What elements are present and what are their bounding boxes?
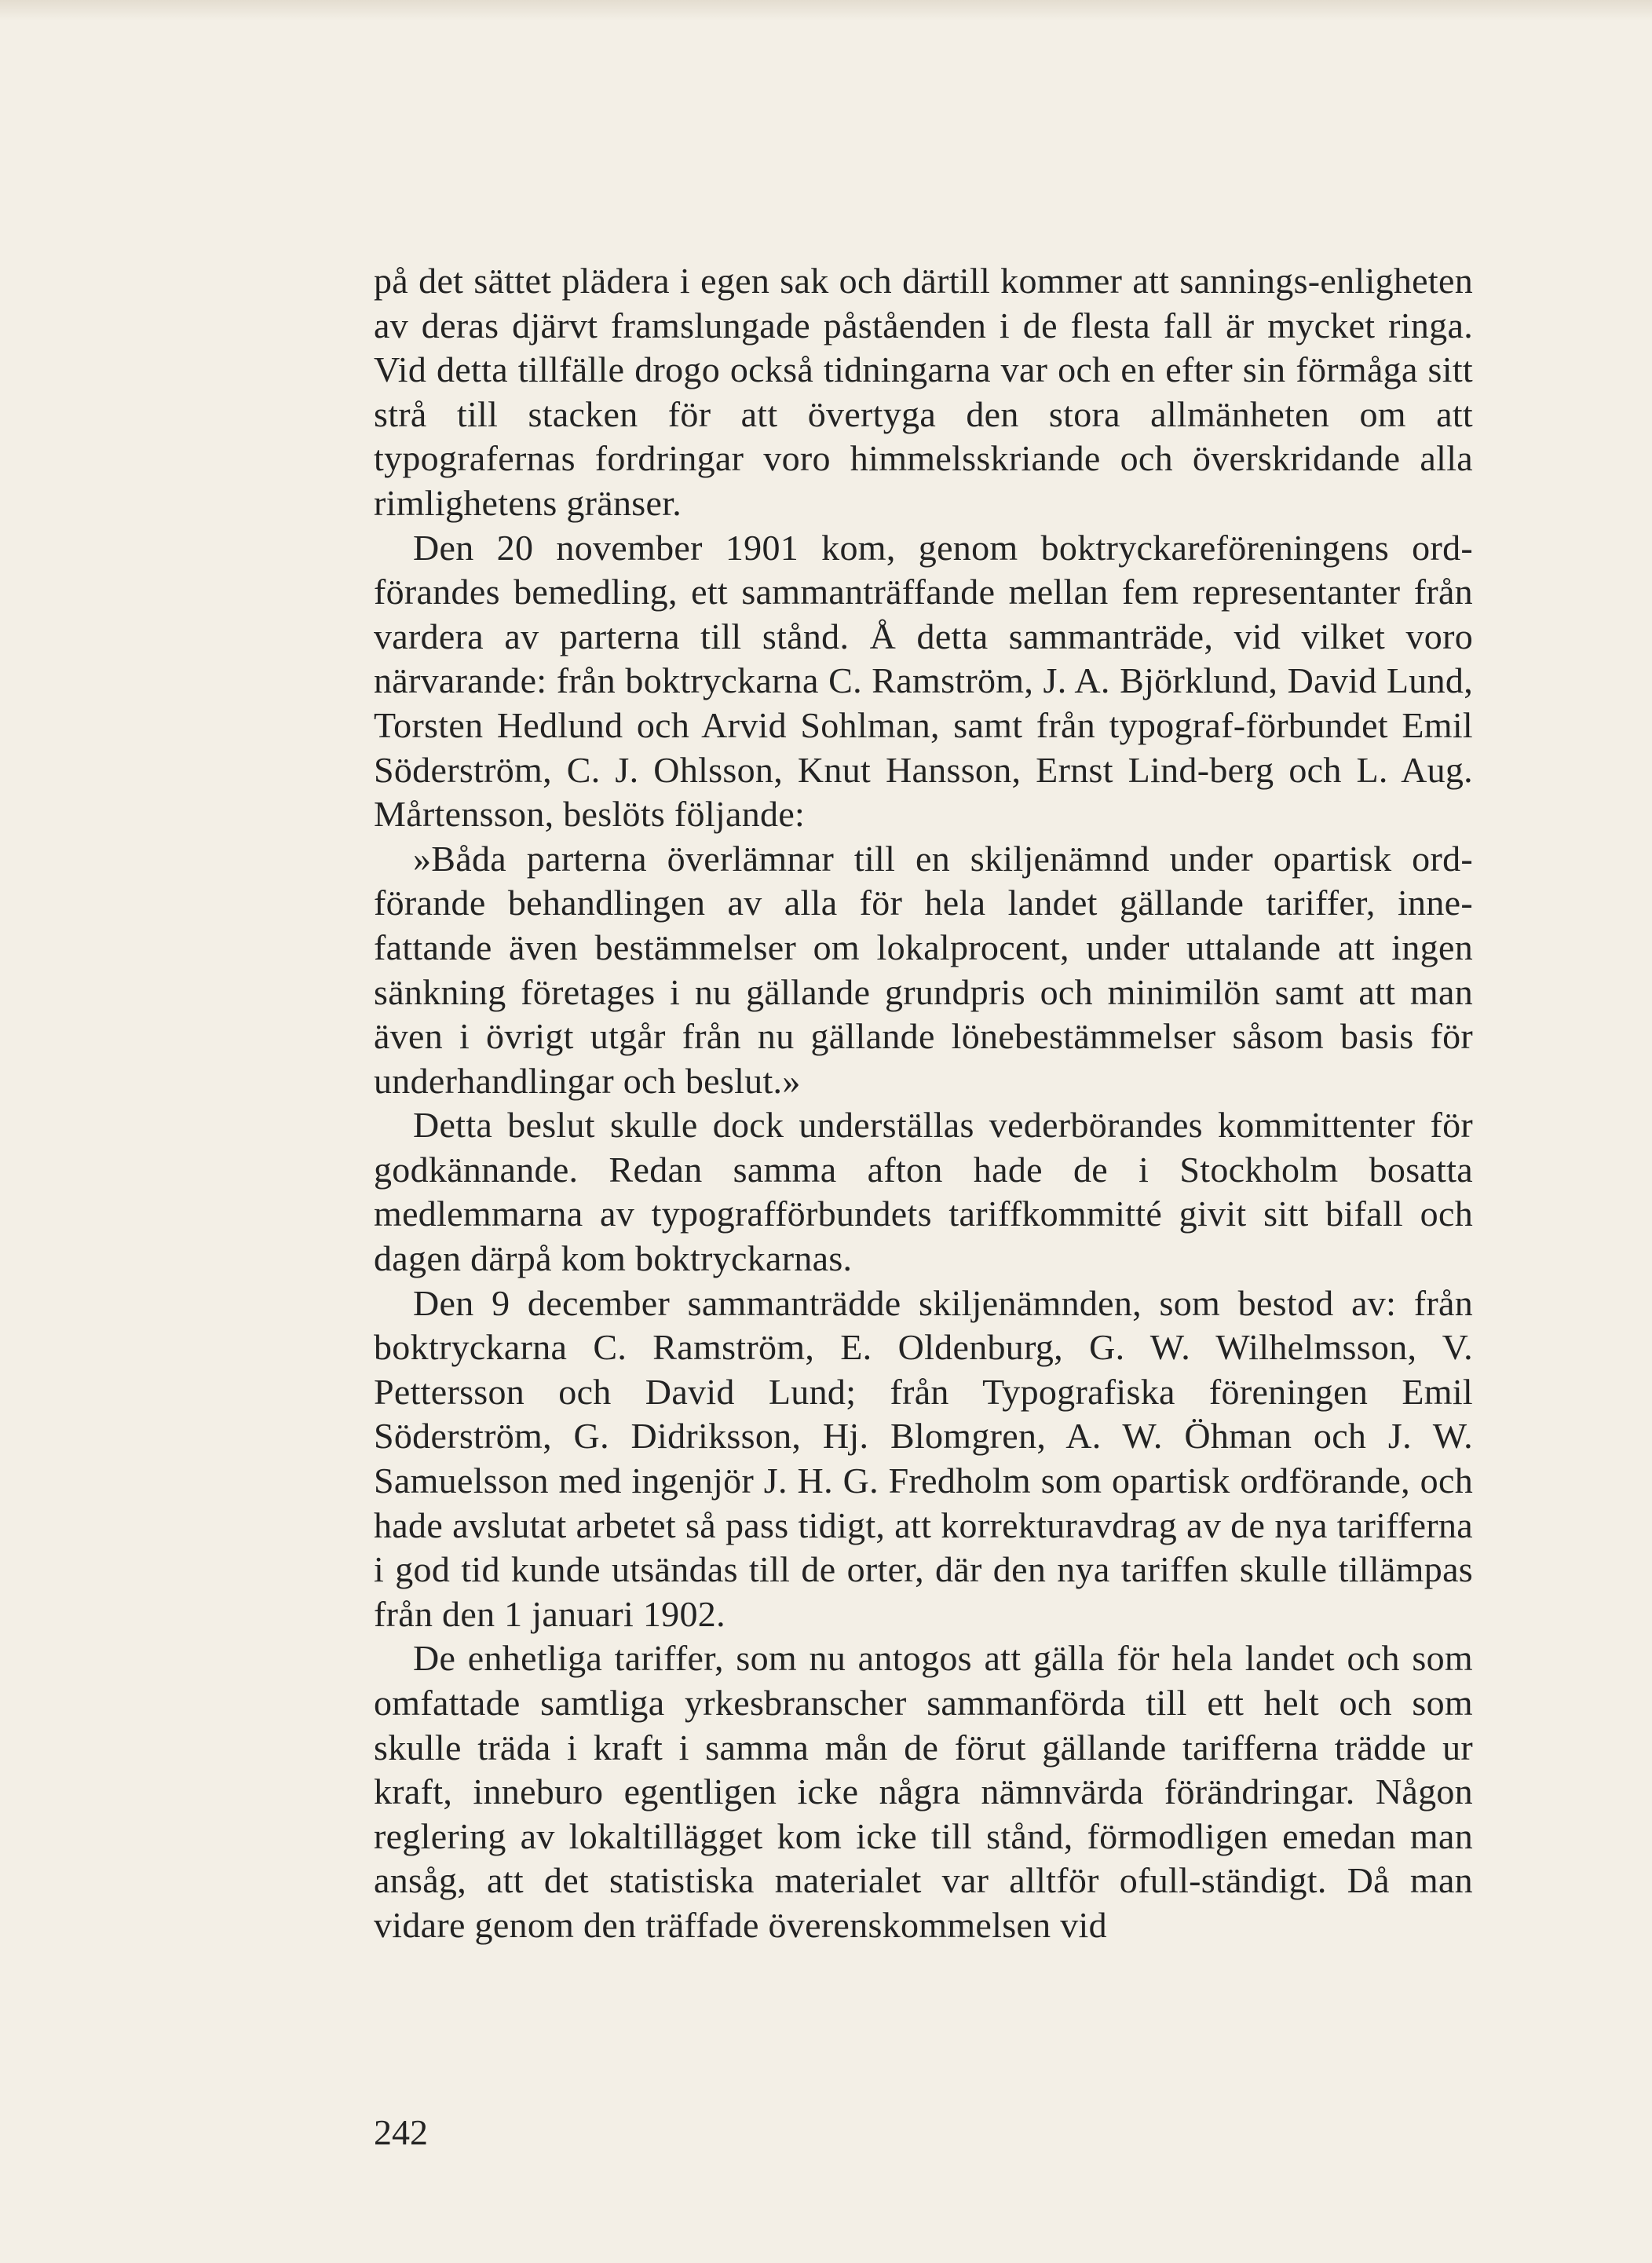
paragraph-1: på det sättet plädera i egen sak och därtill kommer att sannings-enligheten av deras djärvt framslungade påståenden i de flesta fall är mycket ringa. Vid detta tillfälle drogo också tidningarna var och en efter sin förmåga sitt strå till stacken för att övertyga den stora allmänheten om att typografernas fordringar voro himmelsskriande och överskridande alla rimlighetens gränser. (374, 261, 1473, 523)
body-text (374, 259, 1473, 1948)
paragraph-4: Detta beslut skulle dock underställas vederbörandes kommittenter för godkännande. Redan samma afton hade de i Stockholm bosatta medlemmarna av typografförbundets tariffkommitté givit sitt bifall och dagen därpå kom boktryckarnas. (374, 1105, 1473, 1279)
paragraph-3-quote: »Båda parterna överlämnar till en skiljenämnd under opartisk ord-förande behandlingen av alla för hela landet gällande tariffer, inne-fattande även bestämmelser om lokalprocent, under uttalande att ingen sänkning företages i nu gällande grundpris och minimilön samt att man även i övrigt utgår från nu gällande lönebestämmelser såsom basis för underhandlingar och beslut.» (374, 838, 1473, 1101)
paragraph-2: Den 20 november 1901 kom, genom boktryckareföreningens ord-förandes bemedling, ett sammanträffande mellan fem representanter från vardera av parterna till stånd. Å detta sammanträde, vid vilket voro närvarande: från boktryckarna C. Ramström, J. A. Björklund, David Lund, Torsten Hedlund och Arvid Sohlman, samt från typograf-förbundet Emil Söderström, C. J. Ohlsson, Knut Hansson, Ernst Lind-berg och L. Aug. Mårtensson, beslöts följande: (374, 527, 1473, 835)
page-top-edge (0, 0, 1652, 20)
page-number: 242 (374, 2112, 428, 2152)
paragraph-5: Den 9 december sammanträdde skiljenämnden, som bestod av: från boktryckarna C. Ramström, E. Oldenburg, G. W. Wilhelmsson, V. Pettersson och David Lund; från Typografiska föreningen Emil Söderström, G. Didriksson, Hj. Blomgren, A. W. Öhman och J. W. Samuelsson med ingenjör J. H. G. Fredholm som opartisk ordförande, och hade avslutat arbetet så pass tidigt, att korrekturavdrag av de nya tarifferna i god tid kunde utsändas till de orter, där den nya tariffen skulle tillämpas från den 1 januari 1902. (374, 1282, 1473, 1634)
paragraph-6: De enhetliga tariffer, som nu antogos att gälla för hela landet och som omfattade samtliga yrkesbranscher sammanförda till ett helt och som skulle träda i kraft i samma mån de förut gällande tarifferna trädde ur kraft, inneburo egentligen icke några nämnvärda förändringar. Någon reglering av lokaltillägget kom icke till stånd, förmodligen emedan man ansåg, att det statistiska materialet var alltför ofull-ständigt. Då man vidare genom den träffade överenskommelsen vid (374, 1638, 1473, 1945)
